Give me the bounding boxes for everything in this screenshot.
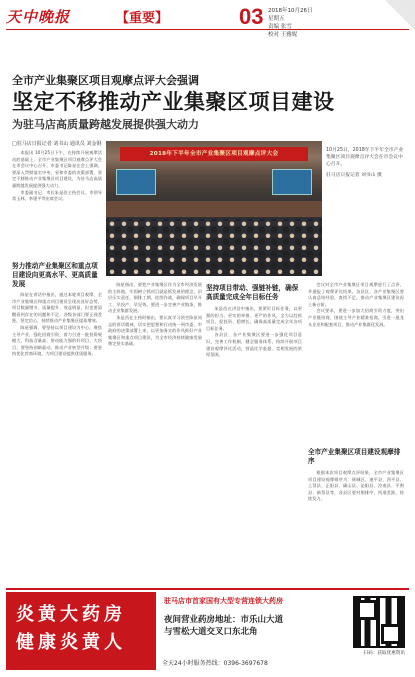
photo-banner: 2018年下半年全市产业集聚区项目观摩点评大会 xyxy=(120,147,308,161)
photo-credit: 驻马店日报记者 刘书山 摄 xyxy=(326,173,382,178)
paragraph: 会议对全市产业集聚区项目观摩进行了点评，并通报了观摩评比结果。各县区、各产业集聚区要认真总结经验，查找不足，推动产业集聚区建设再上新台阶。 xyxy=(308,282,404,307)
ad-address xyxy=(164,614,354,638)
paragraph: 朱是西在主持时指出，要认真学习领会陈星同志的讲话精神，切实把思想和行动统一到市委、市政府的决策部署上来，以更加务实的作风抓好产业集聚区和重点项目建设，为全市经济持续健康发展奠定坚实基础。 xyxy=(108,314,202,347)
masthead xyxy=(6,4,409,38)
article-kicker: 全市产业集聚区项目观摩点评大会强调 xyxy=(12,74,199,87)
article-column-1b xyxy=(12,292,102,582)
paragraph: 陈星在讲话中指出，通过本轮项目观摩，全市产业集聚区和重点项目建设呈现出良好态势，项目数量增多、质量提升、效益明显，但也要清醒看到存在的问题和不足。各级各部门要正视差距，坚定信心，持续推动产业集聚区提质增效。 xyxy=(12,292,102,324)
article-column-3 xyxy=(206,306,302,582)
page-fold-corner xyxy=(385,0,415,30)
paragraph: 市委副书记、市长朱是西主持会议。市领导常玉林、李建平等出席会议。 xyxy=(12,189,102,202)
date-block xyxy=(268,7,313,39)
paragraph: 陈星强调，要坚持以项目建设为中心，聚焦主导产业，强化招商引资，着力引进一批投资规模大、科技含量高、带动能力强的好项目、大项目；要坚持创新驱动，推动产业转型升级；要坚持优化营商环境，为项目建设提供优质服务。 xyxy=(12,324,102,357)
issue-weekday: 星期五 xyxy=(268,16,285,22)
paragraph: 本报讯 10月25日下午，在持续开展观摩活动的基础上，全市产业集聚区项目观摩点评大会在市会议中心召开。市委书记陈星在会上强调，要深入贯彻落实中央、省和市委的决策部署，坚定不移推动产业集聚区项目建设，为驻马店高质量跨越发展提供强大动力。 xyxy=(12,150,102,188)
ad-slogan-line-1: 炎黄大药房 xyxy=(16,604,126,625)
article-column-1 xyxy=(12,150,102,258)
article-column-2 xyxy=(108,282,202,582)
ad-slogan-line-2: 健康炎黄人 xyxy=(16,632,126,653)
article-subhead: 为驻马店高质量跨越发展提供强大动力 xyxy=(12,118,199,131)
ad-address-line-2: 与雪松大道交叉口东北角 xyxy=(164,627,258,637)
issue-date: 2018年10月26日 xyxy=(268,8,313,14)
article-subtitle-1: 努力推动产业集聚区和重点项目建设向更高水平、更高质量发展 xyxy=(12,262,98,288)
qr-code-icon xyxy=(353,596,405,648)
paragraph: 陈星指出，要把产业集聚区作为全市经济发展的主阵地，牢固树立抓项目就是抓发展的理念，层层压实责任，倒排工期，挂图作战，确保项目早开工、早投产、早见效。要进一步完善产业链条，推动企业集群发展。 xyxy=(108,282,202,314)
article-headline: 坚定不移推动产业集聚区项目建设 xyxy=(12,90,335,114)
article-byline: □驻马店日报记者 刘书山 通讯员 刘金钢 xyxy=(12,141,102,147)
ad-tagline: 驻马店市首家国有大型专营连锁大药房 xyxy=(164,597,283,605)
paragraph: 各县区、各产业集聚区要进一步强化项目意识，完善工作机制，健全服务体系，持续开展项目建设观摩评比活动，营造比学赶超、竞相发展的浓厚氛围。 xyxy=(206,332,302,358)
paragraph: 会议要求，要进一步加大招商引资力度，突出产业链招商，围绕主导产业精准招商，引进一批龙头企业和配套项目，推动产业集群化发展。 xyxy=(308,308,404,327)
proof-credit: 校对 王雅妮 xyxy=(268,32,298,38)
photo-caption xyxy=(326,147,404,179)
editor-credit: 责编 张雪 xyxy=(268,24,292,30)
photo-screen-left xyxy=(116,169,156,195)
paragraph: 根据本次项目观摩点评结果，全市产业集聚区项目建设观摩排序为：驿城区、遂平县、西平县、上蔡县、正阳县、确山县、泌阳县、汝南县、平舆县、新蔡县等，各县区要对照排序，找准差距，持续发力。 xyxy=(308,470,404,502)
newspaper-logo: 天中晚报 xyxy=(6,8,71,26)
section-tag: 【重要】 xyxy=(116,11,169,26)
page-number: 03 xyxy=(239,4,264,29)
article-subtitle-2: 坚持项目带动、强链补链，确保高质量完成全年目标任务 xyxy=(206,284,299,301)
photo-stage xyxy=(106,201,322,217)
ad-address-line-1: 夜间营业药房地址：市乐山大道 xyxy=(164,615,284,625)
pharmacy-ad xyxy=(6,588,409,670)
paragraph: 朱是西在讲话中指出，要紧盯目标任务，以更强的担当、更实的举措、更严的作风，全力以赴抓项目、促投资、稳增长，确保高质量完成全年各项目标任务。 xyxy=(206,306,302,331)
article-column-4 xyxy=(308,282,404,442)
meeting-photo xyxy=(106,141,322,276)
ad-hotline: 全天24小时服务热线：0396-3697678 xyxy=(162,660,268,667)
article-subtitle-3: 全市产业集聚区项目建设观摩排序 xyxy=(308,448,401,465)
qr-label: 扫码：获取优惠资讯 xyxy=(363,651,405,656)
caption-text: 10月25日，2018年下半年全市产业集聚区项目观摩点评大会在市会议中心召开。 xyxy=(326,148,404,167)
photo-audience xyxy=(106,219,322,276)
photo-screen-right xyxy=(272,169,312,195)
article-column-4b xyxy=(308,470,404,582)
ad-info xyxy=(164,596,354,638)
